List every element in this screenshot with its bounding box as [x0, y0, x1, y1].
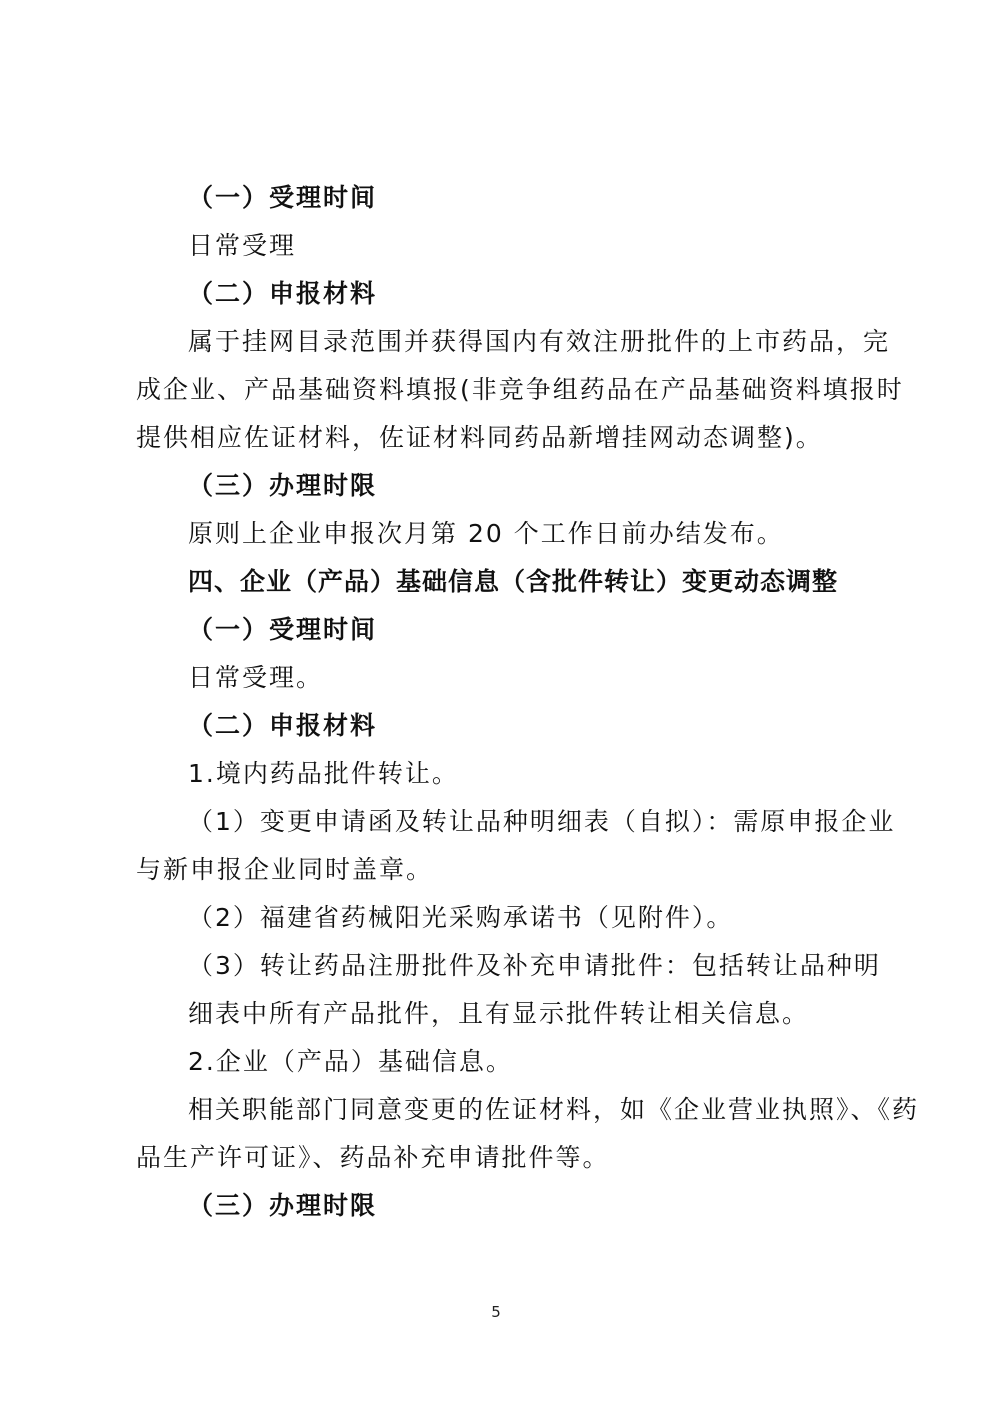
paragraph-line: 属于挂网目录范围并获得国内有效注册批件的上市药品，完	[188, 327, 891, 356]
subheading-materials: （二）申报材料	[188, 711, 378, 740]
list-item: 1.境内药品批件转让。	[188, 759, 459, 788]
paragraph-line: 与新申报企业同时盖章。	[136, 855, 434, 884]
list-item: 2.企业（产品）基础信息。	[188, 1047, 513, 1076]
paragraph-line: （3）转让药品注册批件及补充申请批件：包括转让品种明	[188, 951, 881, 980]
paragraph-line: 细表中所有产品批件，且有显示批件转让相关信息。	[188, 999, 810, 1028]
subheading-materials: （二）申报材料	[188, 279, 378, 308]
subheading-time-limit: （三）办理时限	[188, 1191, 378, 1220]
paragraph: 日常受理	[188, 231, 297, 260]
subheading-time-limit: （三）办理时限	[188, 471, 378, 500]
paragraph-line: 成企业、产品基础资料填报(非竞争组药品在产品基础资料填报时	[136, 375, 904, 404]
paragraph-line: （1）变更申请函及转让品种明细表（自拟）：需原申报企业	[188, 807, 896, 836]
paragraph-line: 品生产许可证》、药品补充申请批件等。	[136, 1143, 610, 1172]
subheading-acceptance-time: （一）受理时间	[188, 183, 378, 212]
subheading-acceptance-time: （一）受理时间	[188, 615, 378, 644]
page-number: 5	[491, 1303, 501, 1321]
section-heading: 四、企业（产品）基础信息（含批件转让）变更动态调整	[188, 567, 839, 596]
paragraph-line: 相关职能部门同意变更的佐证材料，如《企业营业执照》、《药	[188, 1095, 920, 1124]
paragraph: 原则上企业申报次月第 20 个工作日前办结发布。	[188, 519, 784, 548]
paragraph: 日常受理。	[188, 663, 324, 692]
paragraph-line: 提供相应佐证材料，佐证材料同药品新增挂网动态调整)。	[136, 423, 823, 452]
list-item: （2）福建省药械阳光采购承诺书（见附件）。	[188, 903, 734, 932]
